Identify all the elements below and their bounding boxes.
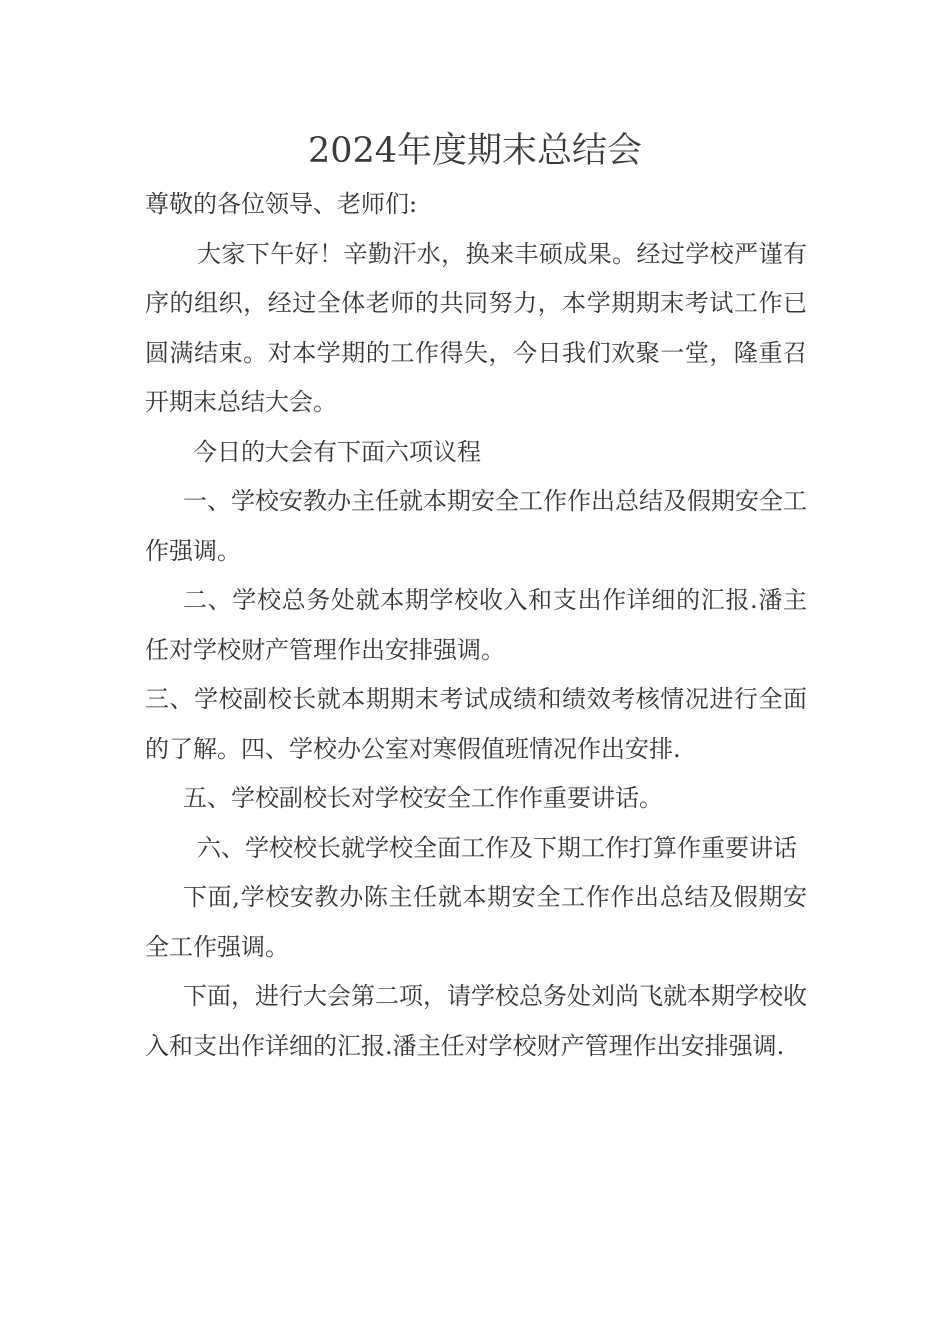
agenda-item-2: 二、学校总务处就本期学校收入和支出作详细的汇报.潘主任对学校财产管理作出安排强调。 [145,586,807,664]
agenda-item-3-4: 三、学校副校长就本期期末考试成绩和绩效考核情况进行全面的了解。四、学校办公室对寒假值班情况作出安排. [145,685,807,763]
paragraph-greeting: 大家下午好！辛勤汗水，换来丰硕成果。经过学校严谨有序的组织，经过全体老师的共同努力，本学期期末考试工作已圆满结束。对本学期的工作得失，今日我们欢聚一堂，隆重召开期末总结大会。 [145,239,807,416]
agenda-item-1: 一、学校安教办主任就本期安全工作作出总结及假期安全工作强调。 [145,487,807,565]
agenda-item-6: 六、学校校长就学校全面工作及下期工作打算作重要讲话 [197,833,797,862]
agenda-item-5: 五、学校副校长对学校安全工作作重要讲话。 [183,784,663,812]
salutation: 尊敬的各位领导、老师们: [145,190,418,218]
document-title: 2024年度期末总结会 [307,131,643,171]
document-body [145,180,807,1071]
paragraph-next-1: 下面,学校安教办陈主任就本期安全工作作出总结及假期安全工作强调。 [145,883,807,961]
paragraph-next-2: 下面，进行大会第二项，请学校总务处刘尚飞就本期学校收入和支出作详细的汇报.潘主任对学校财产管理作出安排强调. [145,982,807,1060]
paragraph-agenda-intro: 今日的大会有下面六项议程 [193,437,481,466]
